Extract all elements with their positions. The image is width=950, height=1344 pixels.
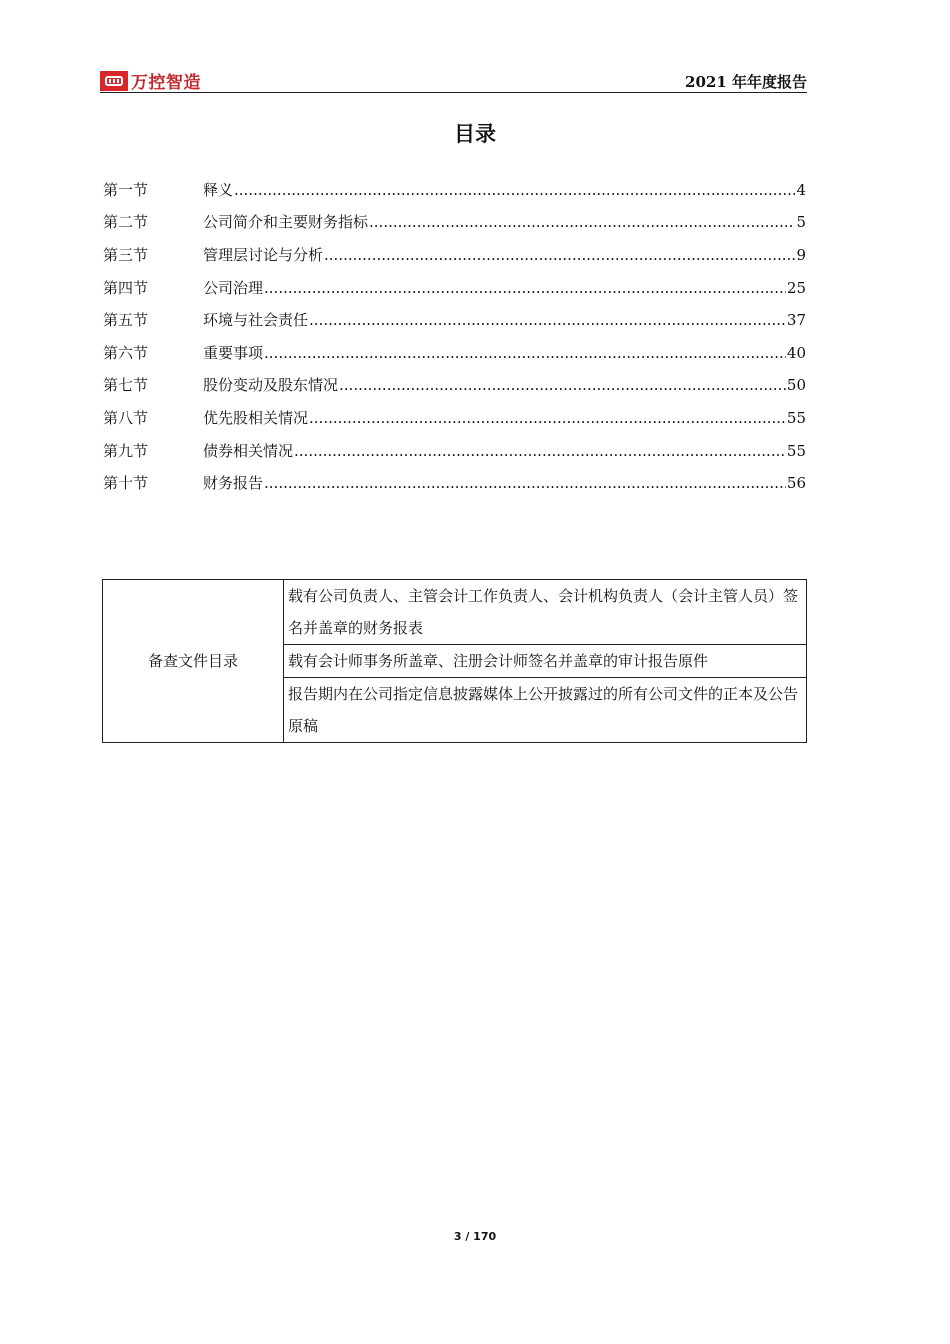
toc-section-number: 第二节 (103, 213, 149, 232)
page-number: 3 / 170 (453, 1230, 497, 1243)
toc-page-number: 4 (796, 180, 806, 199)
toc-page-number: 37 (786, 311, 806, 330)
toc-leader-dots (309, 409, 786, 427)
toc-section-title: 环境与社会责任 (203, 311, 309, 330)
toc-leader-dots (294, 442, 786, 460)
toc-page-number: 56 (786, 474, 806, 493)
toc-section-title: 公司简介和主要财务指标 (203, 213, 369, 232)
reference-documents-table (102, 579, 807, 743)
toc-section-title: 优先股相关情况 (203, 408, 309, 427)
toc-page-number: 55 (786, 408, 806, 427)
toc-leader-dots (264, 344, 786, 362)
toc-section-number: 第五节 (103, 311, 149, 330)
toc-entry[interactable] (103, 271, 806, 304)
toc-section-number: 第十节 (103, 474, 149, 493)
toc-section-title: 释义 (203, 180, 234, 199)
toc-entry[interactable] (103, 466, 806, 499)
toc-section-title: 重要事项 (203, 343, 264, 362)
toc-page-number: 40 (786, 343, 806, 362)
logo-icon (100, 71, 128, 91)
reference-document-item: 载有公司负责人、主管会计工作负责人、会计机构负责人（会计主管人员）签名并盖章的财务报表 (284, 580, 807, 645)
toc-section-title: 财务报告 (203, 474, 264, 493)
toc-entry[interactable] (103, 206, 806, 239)
toc-page-number: 55 (786, 441, 806, 460)
toc-entry[interactable] (103, 401, 806, 434)
toc-leader-dots (369, 213, 795, 231)
toc-section-title: 债券相关情况 (203, 441, 294, 460)
toc-entry[interactable] (103, 238, 806, 271)
toc-section-number: 第七节 (103, 376, 149, 395)
toc-page-number: 5 (796, 213, 806, 232)
toc-leader-dots (309, 311, 786, 329)
logo-text: 万控智造 (131, 73, 201, 93)
toc-section-number: 第一节 (103, 180, 149, 199)
reference-documents-label: 备查文件目录 (103, 580, 284, 743)
toc-section-number: 第四节 (103, 278, 149, 297)
reference-document-item: 载有会计师事务所盖章、注册会计师签名并盖章的审计报告原件 (284, 645, 807, 678)
toc-page-number: 50 (786, 376, 806, 395)
page-header (100, 66, 807, 93)
toc-entry[interactable] (103, 434, 806, 467)
toc-page-number: 25 (786, 278, 806, 297)
reference-document-item: 报告期内在公司指定信息披露媒体上公开披露过的所有公司文件的正本及公告原稿 (284, 678, 807, 743)
toc-page-number: 9 (796, 245, 806, 264)
toc-section-number: 第三节 (103, 245, 149, 264)
company-logo (100, 68, 201, 93)
toc-section-title: 管理层讨论与分析 (203, 245, 324, 264)
toc-entry[interactable] (103, 303, 806, 336)
toc-section-title: 公司治理 (203, 278, 264, 297)
toc-section-number: 第八节 (103, 408, 149, 427)
toc-leader-dots (264, 474, 786, 492)
toc-leader-dots (339, 376, 786, 394)
toc-section-number: 第九节 (103, 441, 149, 460)
toc-section-number: 第六节 (103, 343, 149, 362)
toc-title: 目录 (454, 121, 496, 146)
toc-section-title: 股份变动及股东情况 (203, 376, 339, 395)
toc-entry[interactable] (103, 173, 806, 206)
table-of-contents (103, 173, 806, 499)
toc-entry[interactable] (103, 336, 806, 369)
toc-leader-dots (234, 181, 795, 199)
report-title: 2021 年年度报告 (685, 73, 807, 91)
table-row (103, 580, 807, 645)
toc-entry[interactable] (103, 369, 806, 402)
toc-leader-dots (324, 246, 795, 264)
toc-leader-dots (264, 279, 786, 297)
